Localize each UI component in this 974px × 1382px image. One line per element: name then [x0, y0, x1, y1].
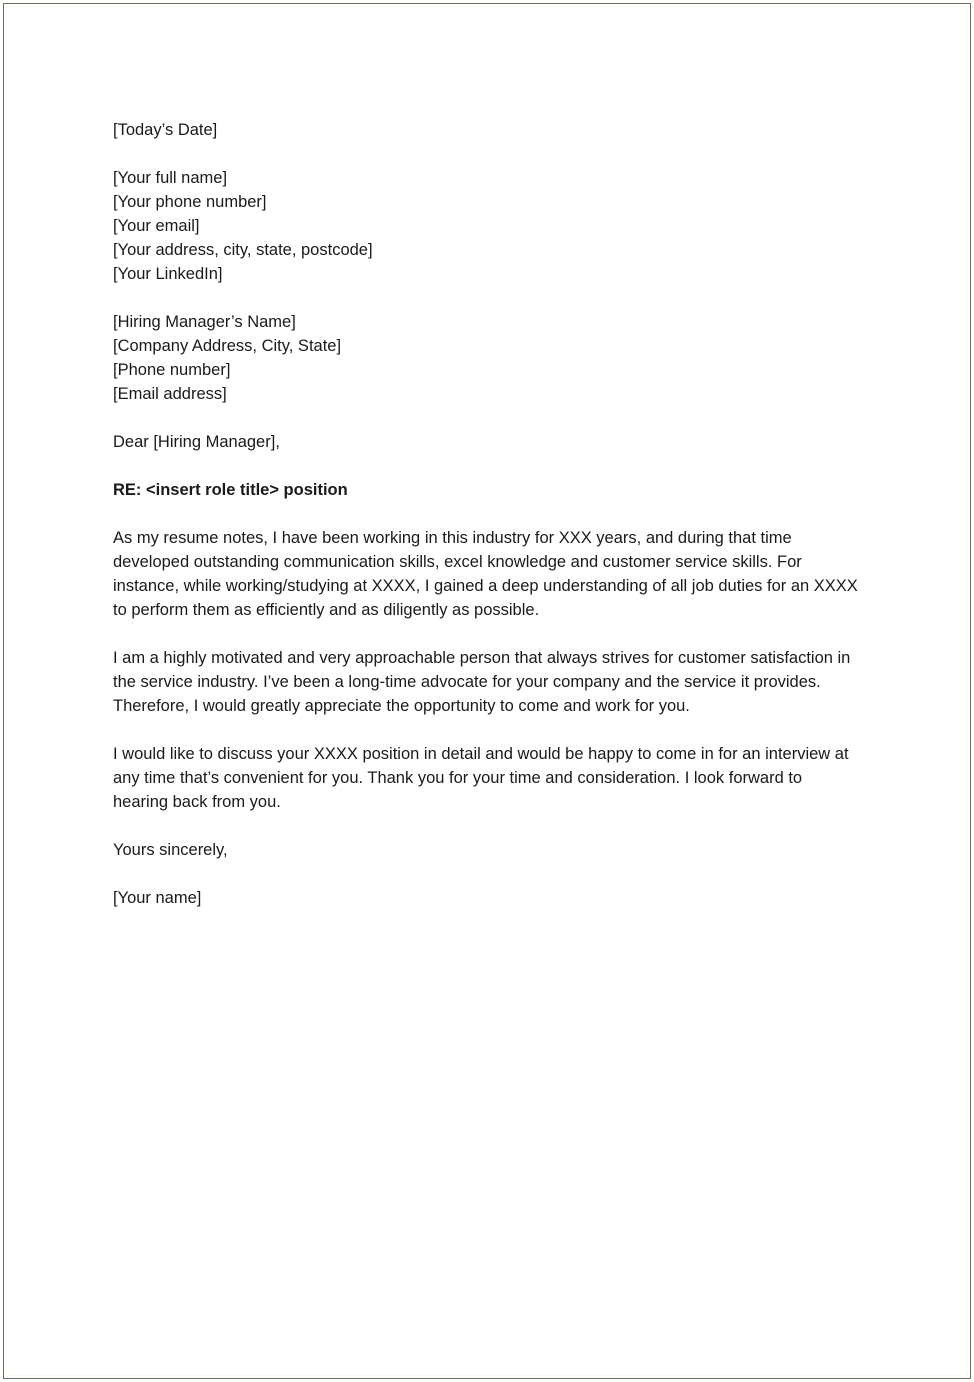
sender-full-name: [Your full name]: [113, 169, 228, 187]
salutation-block: [113, 430, 861, 454]
recipient-company-address: [Company Address, City, State]: [113, 337, 342, 355]
recipient-address-block: [113, 310, 861, 406]
date-line: [Today’s Date]: [113, 121, 218, 139]
letter-body: [113, 118, 861, 910]
sender-linkedin: [Your LinkedIn]: [113, 265, 223, 283]
subject-block: [113, 478, 861, 502]
subject-line: RE: <insert role title> position: [113, 481, 348, 499]
body-paragraph-1: As my resume notes, I have been working in this industry for XXX years, and during that time developed outstanding communication skills, excel knowledge and customer service skills. For instance, while working/studying at XXXX, I gained a deep understanding of all job duties for an XXXX to perform them as efficiently and as diligently as possible.: [113, 529, 858, 619]
sender-phone: [Your phone number]: [113, 193, 267, 211]
body-paragraph-2: I am a highly motivated and very approachable person that always strives for customer satisfaction in the service industry. I’ve been a long-time advocate for your company and the service it provides. Therefore, I would greatly appreciate the opportunity to come and work for you.: [113, 649, 851, 715]
date-block: [113, 118, 861, 142]
sender-address: [Your address, city, state, postcode]: [113, 241, 373, 259]
signature-block: [113, 886, 861, 910]
closing-line: Yours sincerely,: [113, 841, 228, 859]
recipient-phone: [Phone number]: [113, 361, 231, 379]
body-paragraph-3: I would like to discuss your XXXX position in detail and would be happy to come in for an interview at any time that’s convenient for you. Thank you for your time and consideration. I look forward to hearing back from you.: [113, 745, 849, 811]
salutation: Dear [Hiring Manager],: [113, 433, 280, 451]
closing-block: [113, 838, 861, 862]
sender-email: [Your email]: [113, 217, 200, 235]
sender-address-block: [113, 166, 861, 286]
recipient-email: [Email address]: [113, 385, 227, 403]
recipient-name: [Hiring Manager’s Name]: [113, 313, 296, 331]
signature-line: [Your name]: [113, 889, 202, 907]
